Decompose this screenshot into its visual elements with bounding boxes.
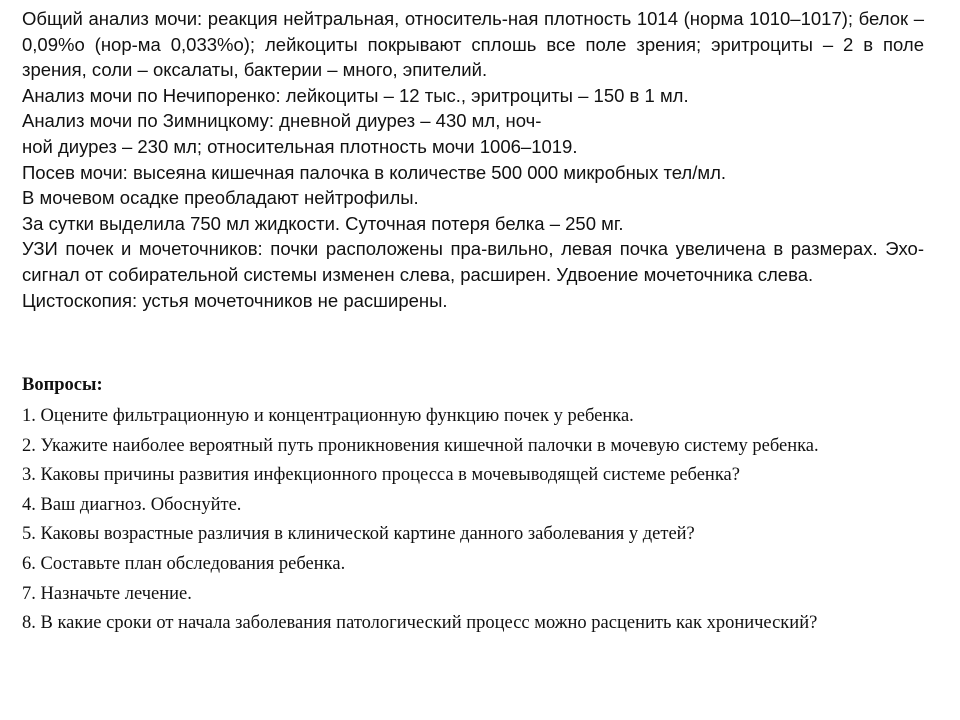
question-item: 1. Оцените фильтрационную и концентрационную функцию почек у ребенка. — [22, 406, 634, 426]
culture-line: Посев мочи: высеяна кишечная палочка в количестве 500 000 микробных тел/мл. — [22, 161, 727, 183]
zimnitsky-line-1: Анализ мочи по Зимницкому: дневной диурез – 430 мл, ноч- — [22, 110, 542, 132]
urinalysis-paragraph: Общий анализ мочи: реакция нейтральная, относитель-ная плотность 1014 (норма 1010–1017); белок – 0,09%o (нор-ма 0,033%o); лейкоциты покрывают сплошь все поле зрения; эритроциты – 2 в поле зрения, соли – оксалаты, бактерии – много, эпителий. — [22, 8, 924, 81]
cystoscopy-line: Цистоскопия: устья мочеточников не расширены. — [22, 289, 448, 311]
ultrasound-paragraph: УЗИ почек и мочеточников: почки расположены пра-вильно, левая почка увеличена в размерах. Эхо-сигнал от собирательной системы изменен слева, расширен. Удвоение мочеточника слева. — [22, 238, 924, 285]
question-item: 8. В какие сроки от начала заболевания патологический процесс можно расценить как хронический? — [22, 613, 818, 634]
nechiporenko-line: Анализ мочи по Нечипоренко: лейкоциты – 12 тыс., эритроциты – 150 в 1 мл. — [22, 84, 689, 106]
questions-heading: Вопросы: — [22, 375, 103, 395]
daily-output-line: За сутки выделила 750 мл жидкости. Суточная потеря белка – 250 мг. — [22, 212, 624, 234]
question-item: 4. Ваш диагноз. Обоснуйте. — [22, 494, 242, 515]
question-item: 2. Укажите наиболее вероятный путь проникновения кишечной палочки в мочевую систему ребенка. — [22, 435, 819, 456]
question-item: 7. Назначьте лечение. — [22, 583, 192, 604]
sediment-line: В мочевом осадке преобладают нейтрофилы. — [22, 187, 419, 209]
zimnitsky-line-2: ной диурез – 230 мл; относительная плотность мочи 1006–1019. — [22, 135, 578, 157]
questions-list — [22, 402, 924, 639]
question-item: 5. Каковы возрастные различия в клинической картине данного заболевания у детей? — [22, 524, 695, 545]
question-item: 3. Каковы причины развития инфекционного процесса в мочевыводящей системе ребенка? — [22, 465, 740, 486]
question-item: 6. Составьте план обследования ребенка. — [22, 553, 346, 574]
case-description — [22, 6, 924, 313]
